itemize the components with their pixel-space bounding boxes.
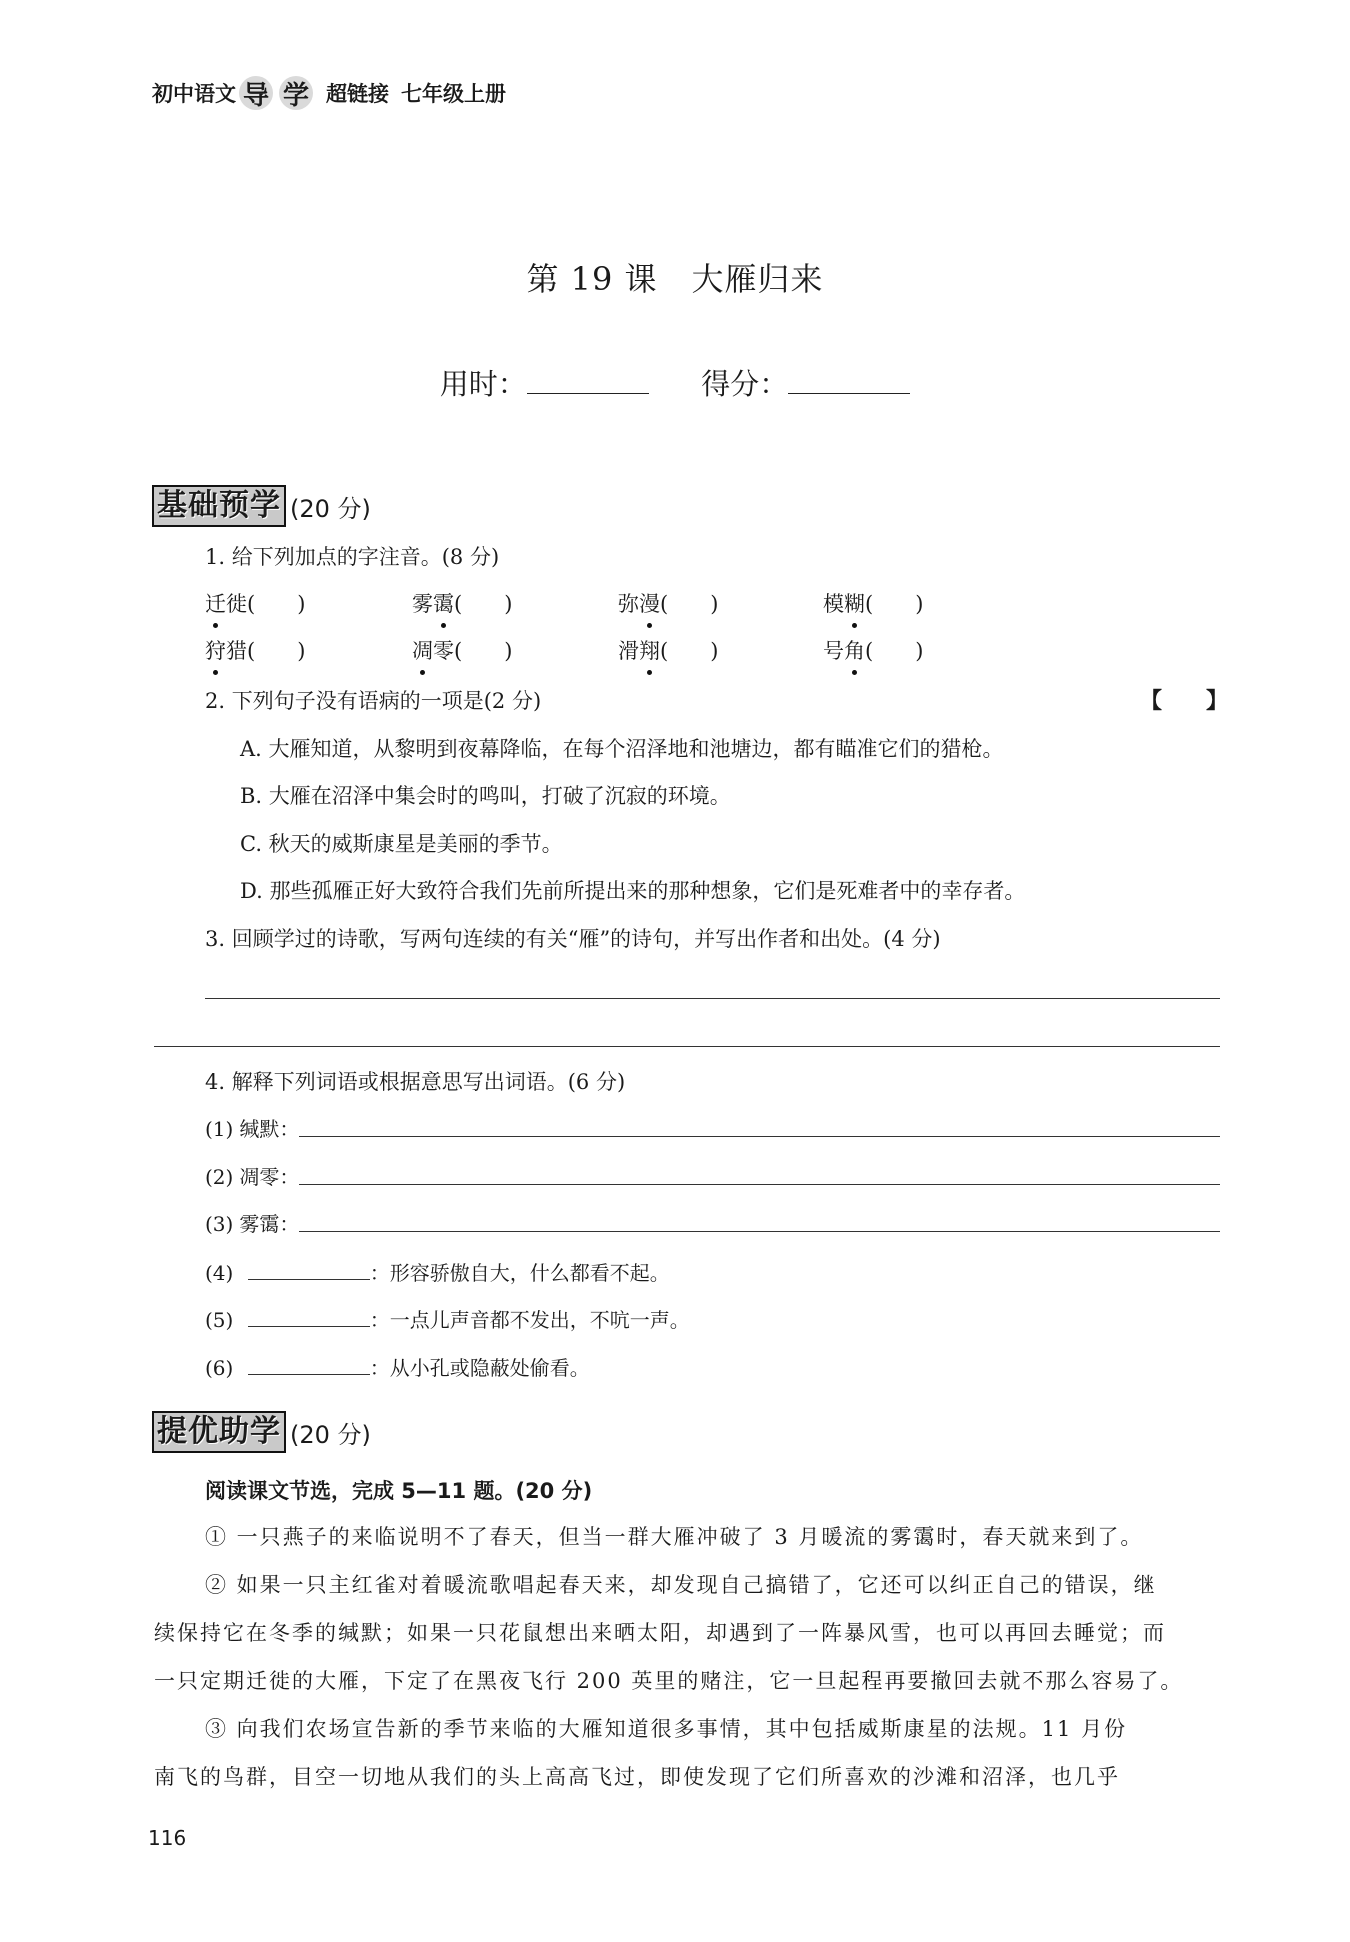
- answer-blank[interactable]: ( ): [454, 639, 513, 663]
- stress-dot-char: 翔: [639, 636, 660, 666]
- stress-dot-char: 角: [844, 636, 865, 666]
- answer-line[interactable]: [299, 1209, 1220, 1232]
- item-text: 雾霭：: [239, 1212, 300, 1236]
- answer-line[interactable]: [299, 1114, 1220, 1137]
- answer-line[interactable]: [154, 1046, 1220, 1047]
- book-series-name: 初中语文: [152, 82, 236, 106]
- stress-dot-char: 迁: [205, 589, 226, 619]
- q1-item-3: 弥漫( ): [618, 589, 718, 619]
- q1-item-4: 模糊( ): [823, 589, 923, 619]
- answer-blank[interactable]: [248, 1352, 370, 1375]
- passage-line-6: 南飞的鸟群，目空一切地从我们的头上高高飞过，即使发现了它们所喜欢的沙滩和沼泽，也几乎: [154, 1765, 1120, 1789]
- item-text: ：从小孔或隐蔽处偷看。: [369, 1356, 590, 1380]
- item-text: 缄默：: [239, 1117, 300, 1141]
- passage-line-1: ① 一只燕子的来临说明不了春天，但当一群大雁冲破了 3 月暖流的雾霭时，春天就来到了。: [205, 1525, 1144, 1549]
- passage-line-3: 续保持它在冬季的缄默；如果一只花鼠想出来晒太阳，却遇到了一阵暴风雪，也可以再回去睡觉；而: [154, 1621, 1166, 1645]
- question-1-stem: 1. 给下列加点的字注音。(8 分): [205, 545, 500, 569]
- lesson-title: [0, 254, 1350, 300]
- time-label: 用时：: [439, 367, 527, 401]
- reading-instruction: 阅读课文节选，完成 5—11 题。(20 分): [205, 1479, 593, 1503]
- item-text: ：一点儿声音都不发出，不吭一声。: [369, 1308, 690, 1332]
- q1-item-7: 滑翔( ): [618, 636, 718, 666]
- passage-line-4: 一只定期迁徙的大雁，下定了在黑夜飞行 200 英里的赌注，它一旦起程再要撤回去就不那么容易了。: [154, 1669, 1184, 1693]
- stress-dot-char: 凋: [412, 636, 433, 666]
- q1-item-2: 雾霭( ): [412, 589, 512, 619]
- item-number: (2): [205, 1165, 234, 1189]
- q2-option-a[interactable]: A. 大雁知道，从黎明到夜幕降临，在每个沼泽地和池塘边，都有瞄准它们的猎枪。: [240, 737, 1004, 761]
- lesson-name: 大雁归来: [691, 260, 824, 298]
- answer-blank[interactable]: ( ): [247, 592, 306, 616]
- section-heading-advanced: [152, 1412, 371, 1452]
- answer-blank[interactable]: ( ): [865, 639, 924, 663]
- q4-item-1: [205, 1114, 1220, 1144]
- stress-dot-char: 糊: [844, 589, 865, 619]
- section-title: 提优助学: [152, 1411, 286, 1453]
- item-text: ：形容骄傲自大，什么都看不起。: [369, 1261, 670, 1285]
- answer-blank[interactable]: ( ): [865, 592, 924, 616]
- time-score-line: [0, 362, 1350, 403]
- q1-item-1: 迁徙( ): [205, 589, 305, 619]
- logo-mark-dao: 导: [239, 76, 273, 110]
- passage-line-5: ③ 向我们农场宣告新的季节来临的大雁知道很多事情，其中包括威斯康星的法规。11 月份: [205, 1717, 1128, 1741]
- answer-line[interactable]: [299, 1162, 1220, 1185]
- answer-line[interactable]: [205, 998, 1220, 999]
- q2-option-d[interactable]: D. 那些孤雁正好大致符合我们先前所提出来的那种想象，它们是死难者中的幸存者。: [240, 879, 1026, 903]
- section-points: (20 分): [290, 1420, 371, 1449]
- item-number: (1): [205, 1117, 234, 1141]
- q4-item-5: [205, 1304, 690, 1335]
- item-number: (5): [205, 1308, 234, 1332]
- passage-line-2: ② 如果一只主红雀对着暖流歌唱起春天来，却发现自己搞错了，它还可以纠正自己的错误，继: [205, 1573, 1157, 1597]
- stress-dot-char: 漫: [639, 589, 660, 619]
- item-number: (4): [205, 1261, 234, 1285]
- question-3-stem: 3. 回顾学过的诗歌，写两句连续的有关“雁”的诗句，并写出作者和出处。(4 分): [205, 927, 941, 951]
- section-title: 基础预学: [152, 485, 286, 527]
- answer-bracket[interactable]: 【 】: [1140, 689, 1229, 714]
- item-number: (3): [205, 1212, 234, 1236]
- q4-item-3: [205, 1209, 1220, 1239]
- lesson-number: 第 19 课: [526, 260, 658, 298]
- page-number: 116: [148, 1826, 187, 1850]
- q1-item-6: 凋零( ): [412, 636, 512, 666]
- q2-option-b[interactable]: B. 大雁在沼泽中集会时的鸣叫，打破了沉寂的环境。: [240, 784, 731, 808]
- section-points: (20 分): [290, 494, 371, 523]
- book-grade: 七年级上册: [401, 82, 506, 106]
- running-header: [152, 76, 506, 110]
- item-text: 凋零：: [239, 1165, 300, 1189]
- question-2-stem: 2. 下列句子没有语病的一项是(2 分): [205, 689, 542, 713]
- stress-dot-char: 霭: [433, 589, 454, 619]
- q4-item-6: [205, 1352, 590, 1383]
- q4-item-4: [205, 1257, 670, 1288]
- answer-blank[interactable]: ( ): [247, 639, 306, 663]
- score-blank[interactable]: [788, 367, 910, 394]
- q4-item-2: [205, 1162, 1220, 1192]
- stress-dot-char: 狩: [205, 636, 226, 666]
- answer-blank[interactable]: ( ): [660, 639, 719, 663]
- logo-mark-xue: 学: [279, 76, 313, 110]
- answer-blank[interactable]: ( ): [454, 592, 513, 616]
- question-4-stem: 4. 解释下列词语或根据意思写出词语。(6 分): [205, 1070, 626, 1094]
- book-subtitle: 超链接: [326, 82, 389, 106]
- q2-option-c[interactable]: C. 秋天的威斯康星是美丽的季节。: [240, 832, 563, 856]
- answer-blank[interactable]: ( ): [660, 592, 719, 616]
- time-blank[interactable]: [527, 367, 649, 394]
- q1-item-5: 狩猎( ): [205, 636, 305, 666]
- score-label: 得分：: [701, 367, 789, 401]
- answer-blank[interactable]: [248, 1257, 370, 1280]
- section-heading-basic: [152, 486, 371, 526]
- q1-item-8: 号角( ): [823, 636, 923, 666]
- item-number: (6): [205, 1356, 234, 1380]
- answer-blank[interactable]: [248, 1304, 370, 1327]
